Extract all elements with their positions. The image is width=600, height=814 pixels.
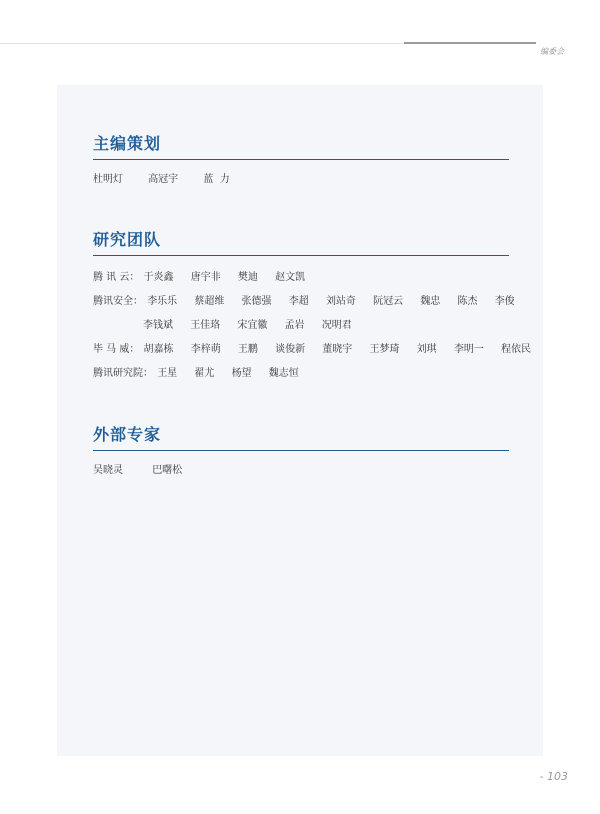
person-name: 刘琪 bbox=[416, 344, 437, 355]
person-name: 胡嘉栋 bbox=[143, 344, 174, 355]
section-title: 主编策划 bbox=[93, 131, 509, 160]
person-name: 高冠宇 bbox=[148, 174, 179, 185]
person-name: 赵文凯 bbox=[275, 272, 306, 283]
person-name: 吴晓灵 bbox=[93, 465, 123, 476]
name-row bbox=[93, 168, 509, 192]
section-external-experts bbox=[93, 422, 509, 483]
section-title: 外部专家 bbox=[93, 422, 509, 451]
person-name: 王梦琦 bbox=[369, 344, 400, 355]
header-rule-accent bbox=[404, 42, 536, 44]
content-panel bbox=[57, 85, 543, 756]
name-row bbox=[93, 459, 509, 483]
person-name: 蔡超维 bbox=[194, 296, 225, 307]
person-name: 翟尤 bbox=[194, 368, 215, 379]
section-title: 研究团队 bbox=[93, 227, 509, 256]
org-label: 毕 马 威： bbox=[93, 344, 140, 355]
person-name: 魏忠 bbox=[420, 296, 441, 307]
person-name: 蓝 力 bbox=[203, 174, 230, 185]
person-name: 李超 bbox=[288, 296, 309, 307]
person-name: 宋宜徽 bbox=[237, 320, 268, 331]
person-name: 樊迪 bbox=[237, 272, 258, 283]
team-row-tencent-security-cont bbox=[93, 314, 509, 338]
team-row-tencent-research bbox=[93, 362, 509, 386]
person-name: 张德强 bbox=[241, 296, 272, 307]
person-name: 孟岩 bbox=[284, 320, 305, 331]
person-name: 于炎鑫 bbox=[143, 272, 174, 283]
org-label: 腾讯研究院： bbox=[93, 368, 153, 379]
person-name: 刘站奇 bbox=[325, 296, 356, 307]
team-row-kpmg bbox=[93, 338, 532, 362]
person-name: 董晓宇 bbox=[322, 344, 353, 355]
person-name: 李俊 bbox=[494, 296, 515, 307]
running-header: 编委会 bbox=[540, 47, 564, 56]
person-name: 巴曙松 bbox=[152, 465, 183, 476]
person-name: 李钱斌 bbox=[143, 320, 173, 331]
person-name: 唐宇非 bbox=[190, 272, 221, 283]
person-name: 李明一 bbox=[453, 344, 484, 355]
person-name: 王佳珞 bbox=[190, 320, 221, 331]
person-name: 魏志恒 bbox=[268, 368, 299, 379]
person-name: 杜明灯 bbox=[93, 174, 123, 185]
person-name: 程依民 bbox=[501, 344, 532, 355]
person-name: 李乐乐 bbox=[147, 296, 178, 307]
person-name: 阮冠云 bbox=[373, 296, 404, 307]
person-name: 王星 bbox=[157, 368, 178, 379]
org-label: 腾 讯 云： bbox=[93, 272, 140, 283]
person-name: 谈俊新 bbox=[275, 344, 306, 355]
team-row-tencent-cloud bbox=[93, 266, 509, 290]
person-name: 陈杰 bbox=[457, 296, 478, 307]
person-name: 李梓萌 bbox=[190, 344, 221, 355]
person-name: 杨望 bbox=[231, 368, 252, 379]
page-number: - 103 bbox=[539, 770, 568, 783]
person-name: 王鹏 bbox=[237, 344, 258, 355]
section-research-team bbox=[93, 227, 532, 386]
org-label: 腾讯安全： bbox=[93, 296, 143, 307]
section-chief-editors bbox=[93, 131, 509, 192]
team-row-tencent-security bbox=[93, 290, 515, 314]
person-name: 况明君 bbox=[321, 320, 352, 331]
